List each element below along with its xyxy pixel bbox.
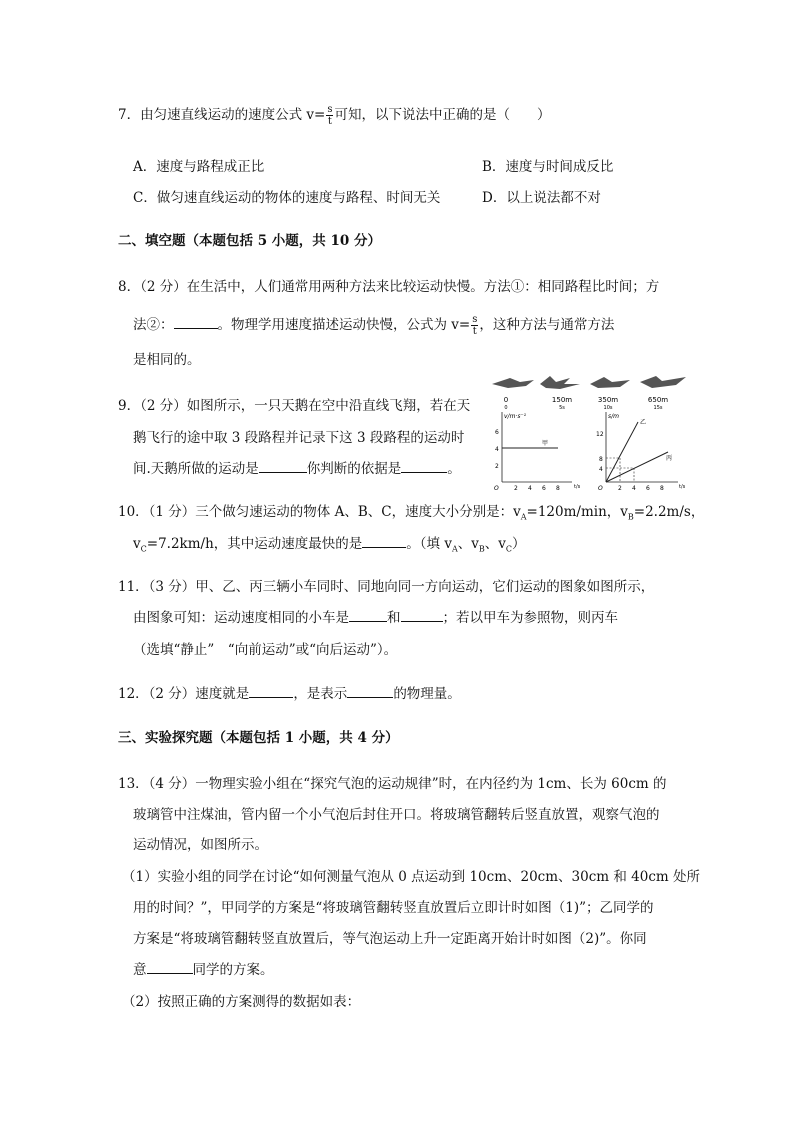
q8-line2: 法②： 。物理学用速度描述运动快慢，公式为 v= $\frac{s}{t}$ ，这种方法与通常方法	[133, 314, 615, 337]
q13-part1-line1: （1）实验小组的同学在讨论“如何测量气泡从 0 点运动到 10cm、20cm、30cm 和 40cm 处所	[122, 869, 700, 885]
graph1-label-jia: 甲	[542, 440, 549, 447]
graph1-ytick-6: 6	[495, 429, 499, 436]
q12-blank-2[interactable]	[347, 685, 393, 698]
q7-stem: 7．由匀速直线运动的速度公式 v= $\frac{s}{t}$ 可知，以下说法中正确的是（ ）	[118, 104, 551, 127]
swan-figure	[490, 372, 690, 498]
q8-line1: 8．（2 分）在生活中，人们通常用两种方法来比较运动快慢。方法①：相同路程比时间；方	[118, 279, 660, 295]
q11-blank-2[interactable]	[401, 609, 443, 622]
graph1-origin: O	[494, 485, 499, 492]
graph1-xtick-8: 8	[556, 485, 560, 492]
q11-line1: 11．（3 分）甲、乙、丙三辆小车同时、同地向同一方向运动，它们运动的图象如图所示，	[118, 579, 655, 595]
q12-blank-1[interactable]	[249, 685, 293, 698]
distance-label-0: 0	[503, 396, 509, 404]
graph2-origin: O	[598, 485, 603, 492]
time-label-1: 5s	[559, 405, 565, 411]
q7-option-c[interactable]: C．做匀速直线运动的物体的速度与路程、时间无关	[133, 190, 441, 206]
q11-blank-1[interactable]	[349, 609, 387, 622]
q11-line2: 由图象可知：运动速度相同的小车是 和 ；若以甲车为参照物，则丙车	[133, 610, 618, 626]
graph2-ytick-4: 4	[599, 466, 603, 473]
q10-line2: $v_C=7.2km/h$，其中运动速度最快的是 。（填 $v_A$、$v_B$、$v_C$）	[133, 536, 526, 554]
graph1-ytick-4: 4	[495, 446, 499, 453]
time-label-0: 0	[504, 405, 508, 411]
q8-fraction: $\frac{s}{t}$	[472, 314, 478, 337]
q11-line3: （选填“静止” “向前运动”或“向后运动”）。	[133, 642, 398, 658]
graph2-label-yi: 乙	[640, 419, 647, 426]
q8-blank-1[interactable]	[174, 316, 218, 329]
graph2-ytick-12: 12	[596, 431, 604, 438]
q13-line2: 玻璃管中注煤油，管内留一个小气泡后封住开口。将玻璃管翻转后竖直放置，观察气泡的	[133, 807, 660, 823]
q13-part1-line3: 方案是“将玻璃管翻转竖直放置后，等气泡运动上升一定距离开始计时如图（2)”。你同	[133, 931, 647, 947]
graph1-ylabel: v/m·s⁻¹	[504, 413, 527, 420]
swan-drawing-4	[640, 376, 686, 388]
q10-line1: 10．（1 分）三个做匀速运动的物体 A、B、C，速度大小分别是：$v_A=120m/\min$，$v_B=2.2m/s$，	[118, 504, 705, 522]
graph2-line-yi	[606, 422, 638, 482]
q9-line3: 间.天鹅所做的运动是 你判断的依据是 。	[133, 461, 461, 477]
graph1-xtick-4: 4	[528, 485, 532, 492]
q13-part2: （2）按照正确的方案测得的数据如表：	[122, 994, 361, 1010]
distance-label-2: 350m	[597, 396, 619, 404]
figure-svg	[490, 372, 690, 494]
graph2-xlabel: t/s	[679, 484, 686, 490]
q7-option-a[interactable]: A．速度与路程成正比	[133, 159, 265, 175]
q9-blank-1[interactable]	[259, 460, 307, 473]
graph2-label-bing: 丙	[666, 455, 673, 462]
graph2-ylabel: s/m	[608, 413, 619, 420]
section-2-title: 二、填空题（本题包括 5 小题，共 10 分）	[118, 233, 381, 249]
graph2-xtick-8: 8	[660, 485, 664, 492]
time-label-3: 15s	[653, 405, 663, 411]
graph2-ytick-8: 8	[599, 456, 603, 463]
q7-option-d[interactable]: D．以上说法都不对	[482, 190, 601, 206]
distance-label-3: 650m	[647, 396, 669, 404]
graph1-xlabel: t/s	[574, 484, 581, 490]
q10-blank-1[interactable]	[362, 535, 406, 548]
q13-line3: 运动情况，如图所示。	[133, 837, 268, 853]
swan-drawing-2	[540, 376, 580, 389]
graph2-xtick-4: 4	[632, 485, 636, 492]
section-3-title: 三、实验探究题（本题包括 1 小题，共 4 分）	[118, 730, 399, 746]
q9-line2: 鹅飞行的途中取 3 段路程并记录下这 3 段路程的运动时	[133, 430, 465, 446]
distance-label-1: 150m	[551, 396, 573, 404]
q13-part1-line2: 用的时间？”，甲同学的方案是“将玻璃管翻转竖直放置后立即计时如图（1)”；乙同学的	[133, 900, 654, 916]
q13-blank-1[interactable]	[147, 961, 193, 974]
graph1-ytick-2: 2	[495, 463, 499, 470]
q9-blank-2[interactable]	[401, 460, 447, 473]
q13-part1-line4: 意 同学的方案。	[133, 962, 274, 978]
q7-option-b[interactable]: B．速度与时间成反比	[482, 159, 614, 175]
graph2-xtick-2: 2	[618, 485, 622, 492]
q9-line1: 9．（2 分）如图所示，一只天鹅在空中沿直线飞翔，若在天	[118, 398, 471, 414]
q13-line1: 13．（4 分）一物理实验小组在“探究气泡的运动规律”时，在内径约为 1cm、长为 60cm 的	[118, 776, 667, 792]
graph-velocity-time	[502, 412, 572, 482]
q12-line: 12．（2 分）速度就是 ，是表示 的物理量。	[118, 686, 461, 702]
swan-drawing-3	[590, 377, 630, 388]
graph1-xtick-2: 2	[514, 485, 518, 492]
q7-fraction: $\frac{s}{t}$	[327, 104, 333, 127]
graph2-xtick-6: 6	[646, 485, 650, 492]
time-label-2: 10s	[603, 405, 613, 411]
swan-drawing-1	[492, 378, 534, 388]
graph1-xtick-6: 6	[542, 485, 546, 492]
q8-line3: 是相同的。	[133, 352, 201, 368]
graph2-line-bing	[606, 452, 668, 482]
